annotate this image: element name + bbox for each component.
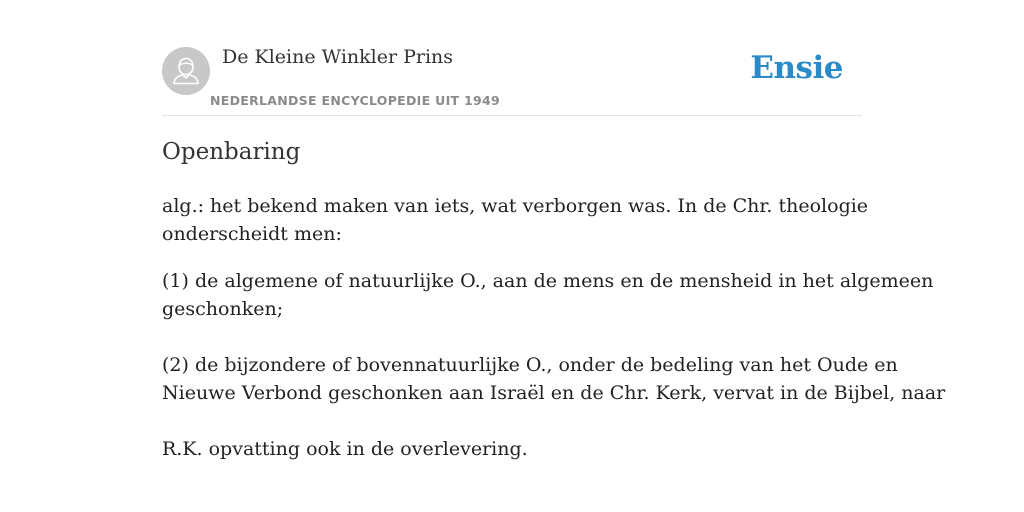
- source-name[interactable]: De Kleine Winkler Prins: [222, 46, 454, 68]
- body-line: (1) de algemene of natuurlijke O., aan de mens en de mensheid in het algemeen: [162, 270, 934, 292]
- body-line: (2) de bijzondere of bovennatuurlijke O., onder de bedeling van het Oude en: [162, 354, 898, 376]
- article-page: [162, 0, 946, 512]
- paragraph-gap: [162, 407, 862, 435]
- body-line: Nieuwe Verbond geschonken aan Israël en de Chr. Kerk, vervat in de Bijbel, naar: [162, 382, 946, 404]
- paragraph-gap: [162, 323, 862, 351]
- article-title: Openbaring: [162, 139, 301, 165]
- user-avatar-icon[interactable]: [162, 47, 210, 95]
- source-subtitle: NEDERLANDSE ENCYCLOPEDIE UIT 1949: [210, 93, 500, 108]
- source-header: [162, 0, 862, 116]
- brand-logo-link[interactable]: Ensie: [750, 50, 843, 86]
- body-line: onderscheidt men:: [162, 223, 342, 245]
- body-line: geschonken;: [162, 298, 284, 320]
- body-line: R.K. opvatting ook in de overlevering.: [162, 438, 528, 460]
- body-line: alg.: het bekend maken van iets, wat verborgen was. In de Chr. theologie: [162, 195, 869, 217]
- article-body: [162, 192, 946, 463]
